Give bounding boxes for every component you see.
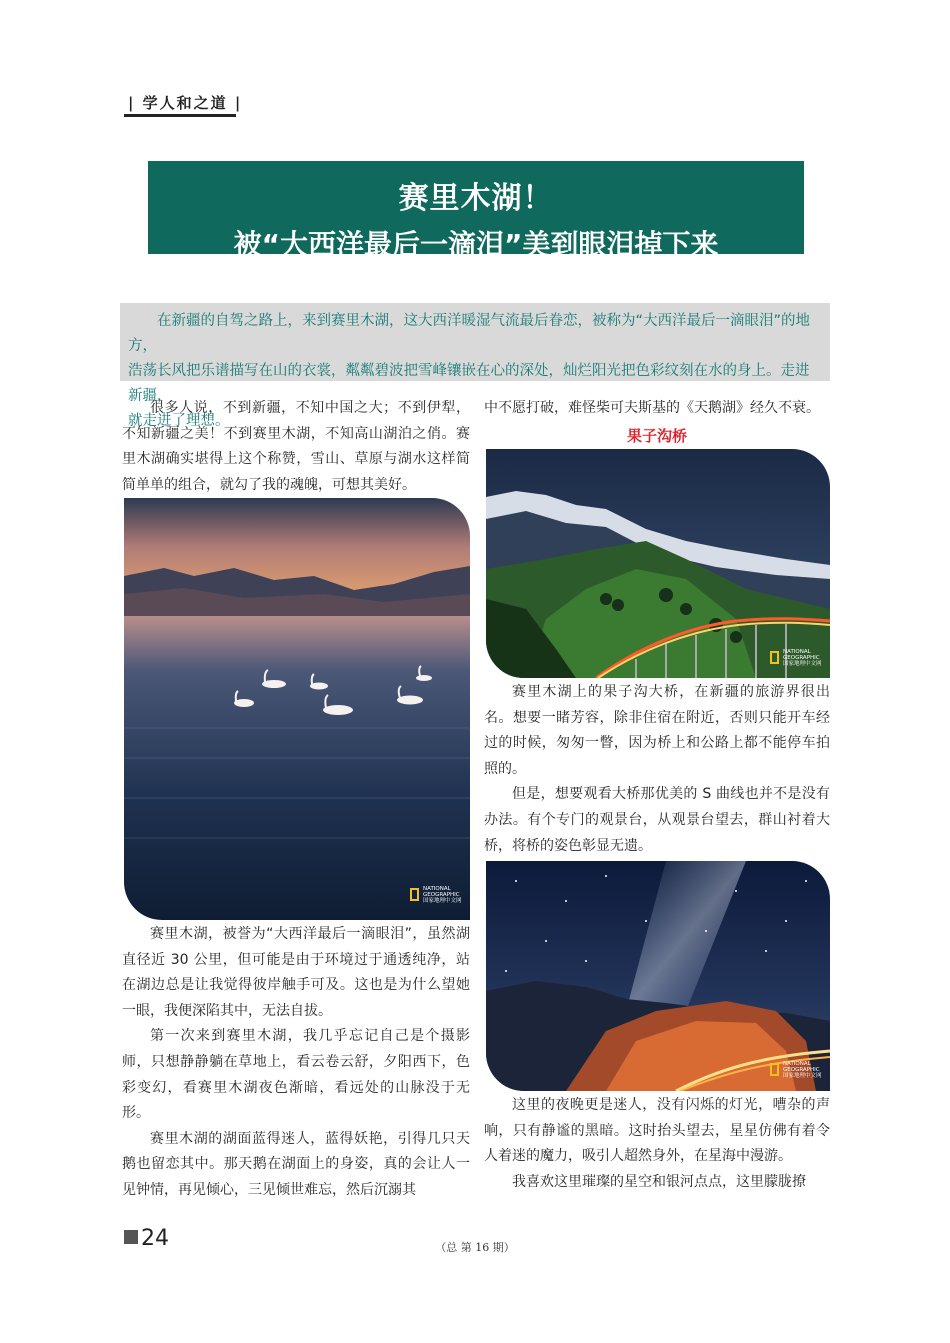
paragraph: 第一次来到赛里木湖，我几乎忘记自己是个摄影师，只想静静躺在草地上，看云卷云舒，夕阳西下，色彩变幻，看赛里木湖夜色渐暗，看远处的山脉没于无形。 (122, 1028, 470, 1122)
watermark-line-1: NATIONAL (423, 886, 451, 892)
natgeo-watermark (770, 649, 828, 677)
natgeo-watermark (770, 1061, 828, 1089)
page-number-text: 24 (141, 1226, 169, 1251)
right-column-bottom (484, 1093, 830, 1195)
natgeo-frame-icon (770, 651, 779, 664)
watermark-line-2: GEOGRAPHIC (423, 892, 460, 898)
natgeo-frame-icon (410, 888, 419, 901)
left-column-bottom (122, 922, 470, 1204)
paragraph: 很多人说，不到新疆，不知中国之大；不到伊犁，不知新疆之美！不到赛里木湖，不知高山湖泊之俏。赛里木湖确实堪得上这个称赞，雪山、草原与湖水这样简简单单的组合，就勾了我的魂魄，可想其美好。 (122, 400, 470, 493)
watermark-line-3: 国家地理中文网 (783, 1073, 822, 1079)
watermark-line-1: NATIONAL (783, 1061, 811, 1067)
paragraph: 我喜欢这里璀璨的星空和银河点点，这里朦胧撩 (512, 1173, 806, 1190)
intro-line-2: 浩荡长风把乐谱描写在山的衣裳，粼粼碧波把雪峰镶嵌在心的深处，灿烂阳光把色彩纹刻在水的身上。走进新疆， (128, 363, 810, 404)
watermark-line-2: GEOGRAPHIC (783, 1067, 820, 1073)
watermark-line-3: 国家地理中文网 (783, 661, 822, 667)
paragraph: 但是，想要观看大桥那优美的 S 曲线也并不是没有办法。有个专门的观景台，从观景台望去，群山衬着大桥，将桥的姿色彰显无遗。 (484, 786, 830, 854)
watermark-line-1: NATIONAL (783, 649, 811, 655)
section-underline (124, 114, 236, 117)
paragraph: 赛里木湖上的果子沟大桥，在新疆的旅游界很出名。想要一睹芳容，除非住宿在附近，否则只能开车经过的时候，匆匆一瞥，因为桥上和公路上都不能停车拍照的。 (484, 684, 830, 777)
right-column-middle (484, 680, 830, 859)
intro-line-3: 就走进了理想。 (128, 413, 230, 429)
guozigou-bridge-photo (486, 449, 830, 678)
paragraph: 这里的夜晚更是迷人，没有闪烁的灯光，嘈杂的声响，只有静谧的黑暗。这时抬头望去，星星仿佛有着令人着迷的魔力，吸引人超然身外，在星海中漫游。 (484, 1097, 830, 1165)
section-subheading: 果子沟桥 (626, 427, 687, 445)
left-column-top (122, 396, 470, 498)
section-tag: | 学人和之道 | (128, 94, 243, 112)
title-banner (148, 161, 804, 261)
swans-sunset-photo (124, 498, 470, 920)
right-column-top (484, 396, 830, 422)
intro-line-1: 在新疆的自驾之路上，来到赛里木湖，这大西洋暖湿气流最后眷恋，被称为“大西洋最后一滴眼泪”的地方， (128, 313, 811, 354)
starry-night-bridge-photo (486, 861, 830, 1091)
natgeo-watermark (410, 886, 468, 914)
natgeo-frame-icon (770, 1063, 779, 1076)
watermark-line-2: GEOGRAPHIC (783, 655, 820, 661)
paragraph: 中不愿打破，难怪柴可夫斯基的《天鹅湖》经久不衰。 (484, 400, 820, 416)
article-title: 赛里木湖！ (398, 181, 554, 216)
paragraph: 赛里木湖，被誉为“大西洋最后一滴眼泪”，虽然湖直径近 30 公里，但可能是由于环境过于通透纯净，站在湖边总是让我觉得彼岸触手可及。这也是为什么望她一眼，我便深陷其中，无法自拔。 (122, 926, 470, 1019)
article-subtitle: 被“大西洋最后一滴泪”美到眼泪掉下来 (233, 228, 719, 261)
paragraph: 赛里木湖的湖面蓝得迷人，蓝得妖艳，引得几只天鹅也留恋其中。那天鹅在湖面上的身姿，真的会让人一见钟情，再见倾心，三见倾世难忘，然后沉溺其 (122, 1130, 470, 1198)
issue-number: （总 第 16 期） (435, 1241, 515, 1254)
watermark-line-3: 国家地理中文网 (423, 898, 462, 904)
